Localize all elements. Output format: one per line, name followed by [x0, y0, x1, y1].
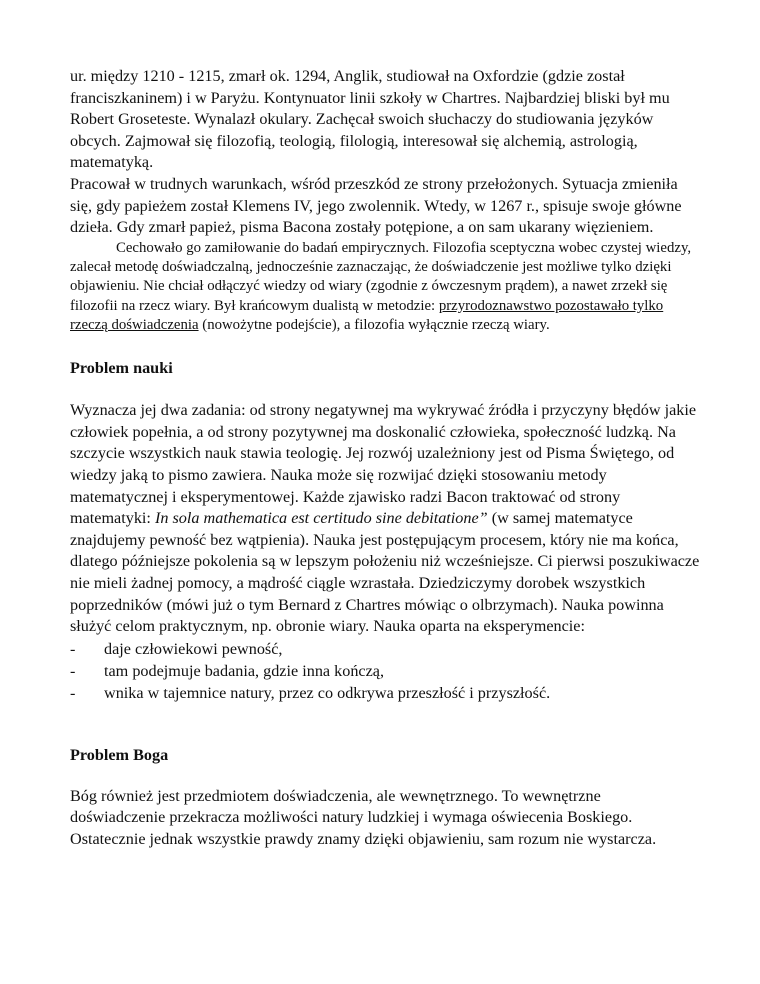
underlined-phrase: przyrodoznawstwo pozostawało tylko rzeczą doświadczenia [70, 297, 664, 333]
intro-paragraph-3-end: (nowożytne podejście), a filozofia wyłącznie rzeczą wiary. [198, 316, 550, 333]
list-item [70, 682, 700, 704]
science-paragraph [70, 400, 700, 638]
intro-paragraph-2: Pracował w trudnych warunkach, wśród przeszkód ze strony przełożonych. Sytuacja zmieniła się, gdy papieżem został Klemens IV, jego zwolennik. Wtedy, w 1267 r., spisuje swoje główne dzieła. Gdy zmarł papież, pisma Bacona zostały potępione, a on sam ukarany więzieniem. [70, 174, 682, 237]
list-item-text: daje człowiekowi pewność, [104, 639, 283, 658]
document-page [70, 66, 700, 851]
intro-paragraph-3-text: Cechowało go zamiłowanie do badań empirycznych. Filozofia sceptyczna wobec czystej wiedzy, zalecał metodę doświadczalną, jednocześnie zaznaczając, że doświadczenie jest możliwe tylko dzięki objawieniu. Nie chciał odłączyć wiedzy od wiary (zgodnie z ówczesnym prądem), a nawet zrzekł się filozofii na rzecz wiary. Był krańcowym dualistą w metodzie: [70, 239, 692, 314]
science-paragraph-end: (w samej matematyce znajdujemy pewność bez wątpienia). Nauka jest postępującym procesem, który nie ma końca, dlatego późniejsze pokolenia są w lepszym położeniu niż wcześniejsze. Ci pierwsi poszukiwacze nie mieli żadnej pomocy, a mądrość ciągle wzrastała. Dziedziczymy dorobek wszystkich poprzedników (mówi już o tym Bernard z Chartres mówiąc o olbrzymach). Nauka powinna służyć celom praktycznym, np. obronie wiary. Nauka oparta na eksperymencie: [70, 509, 700, 636]
list-item [70, 638, 700, 660]
intro-paragraph-3 [70, 239, 700, 335]
list-item-text: tam podejmuje badania, gdzie inna kończą, [104, 661, 385, 680]
latin-quote: In sola mathematica est certitudo sine debitatione” [154, 509, 488, 528]
science-paragraph-text: Wyznacza jej dwa zadania: od strony negatywnej ma wykrywać źródła i przyczyny błędów jakie człowiek popełnia, a od strony pozytywnej ma doskonalić człowieka, społeczność ludzką. Na szczycie wszystkich nauk stawia teologię. Jej rozwój uzależniony jest od Pisma Świętego, od wiedzy jaką to pismo zawiera. Nauka może się rozwijać dzięki stosowaniu metody matematycznej i eksperymentowej. Każde zjawisko radzi Bacon traktować od strony matematyki: [70, 401, 697, 528]
intro-paragraph-1: ur. między 1210 - 1215, zmarł ok. 1294, Anglik, studiował na Oxfordzie (gdzie został franciszkaninem) i w Paryżu. Kontynuator linii szkoły w Chartres. Najbardziej bliski był mu Robert Groseteste. Wynalazł okulary. Zachęcał swoich słuchaczy do studiowania języków obcych. Zajmował się filozofią, teologią, filologią, interesował się alchemią, astrologią, matematyką. [70, 67, 670, 172]
experiment-list [70, 638, 700, 704]
dash-marker: - [70, 683, 76, 702]
list-item-text: wnika w tajemnice natury, przez co odkrywa przeszłość i przyszłość. [104, 683, 551, 702]
heading-problem-nauki: Problem nauki [70, 359, 173, 378]
dash-marker: - [70, 661, 76, 680]
dash-marker: - [70, 639, 76, 658]
list-item [70, 660, 700, 682]
heading-problem-boga: Problem Boga [70, 745, 169, 764]
god-paragraph: Bóg również jest przedmiotem doświadczenia, ale wewnętrznego. To wewnętrzne doświadczenie przekracza możliwości natury ludzkiej i wymaga oświecenia Boskiego. Ostatecznie jednak wszystkie prawdy znamy dzięki objawieniu, sam rozum nie wystarcza. [70, 786, 657, 848]
